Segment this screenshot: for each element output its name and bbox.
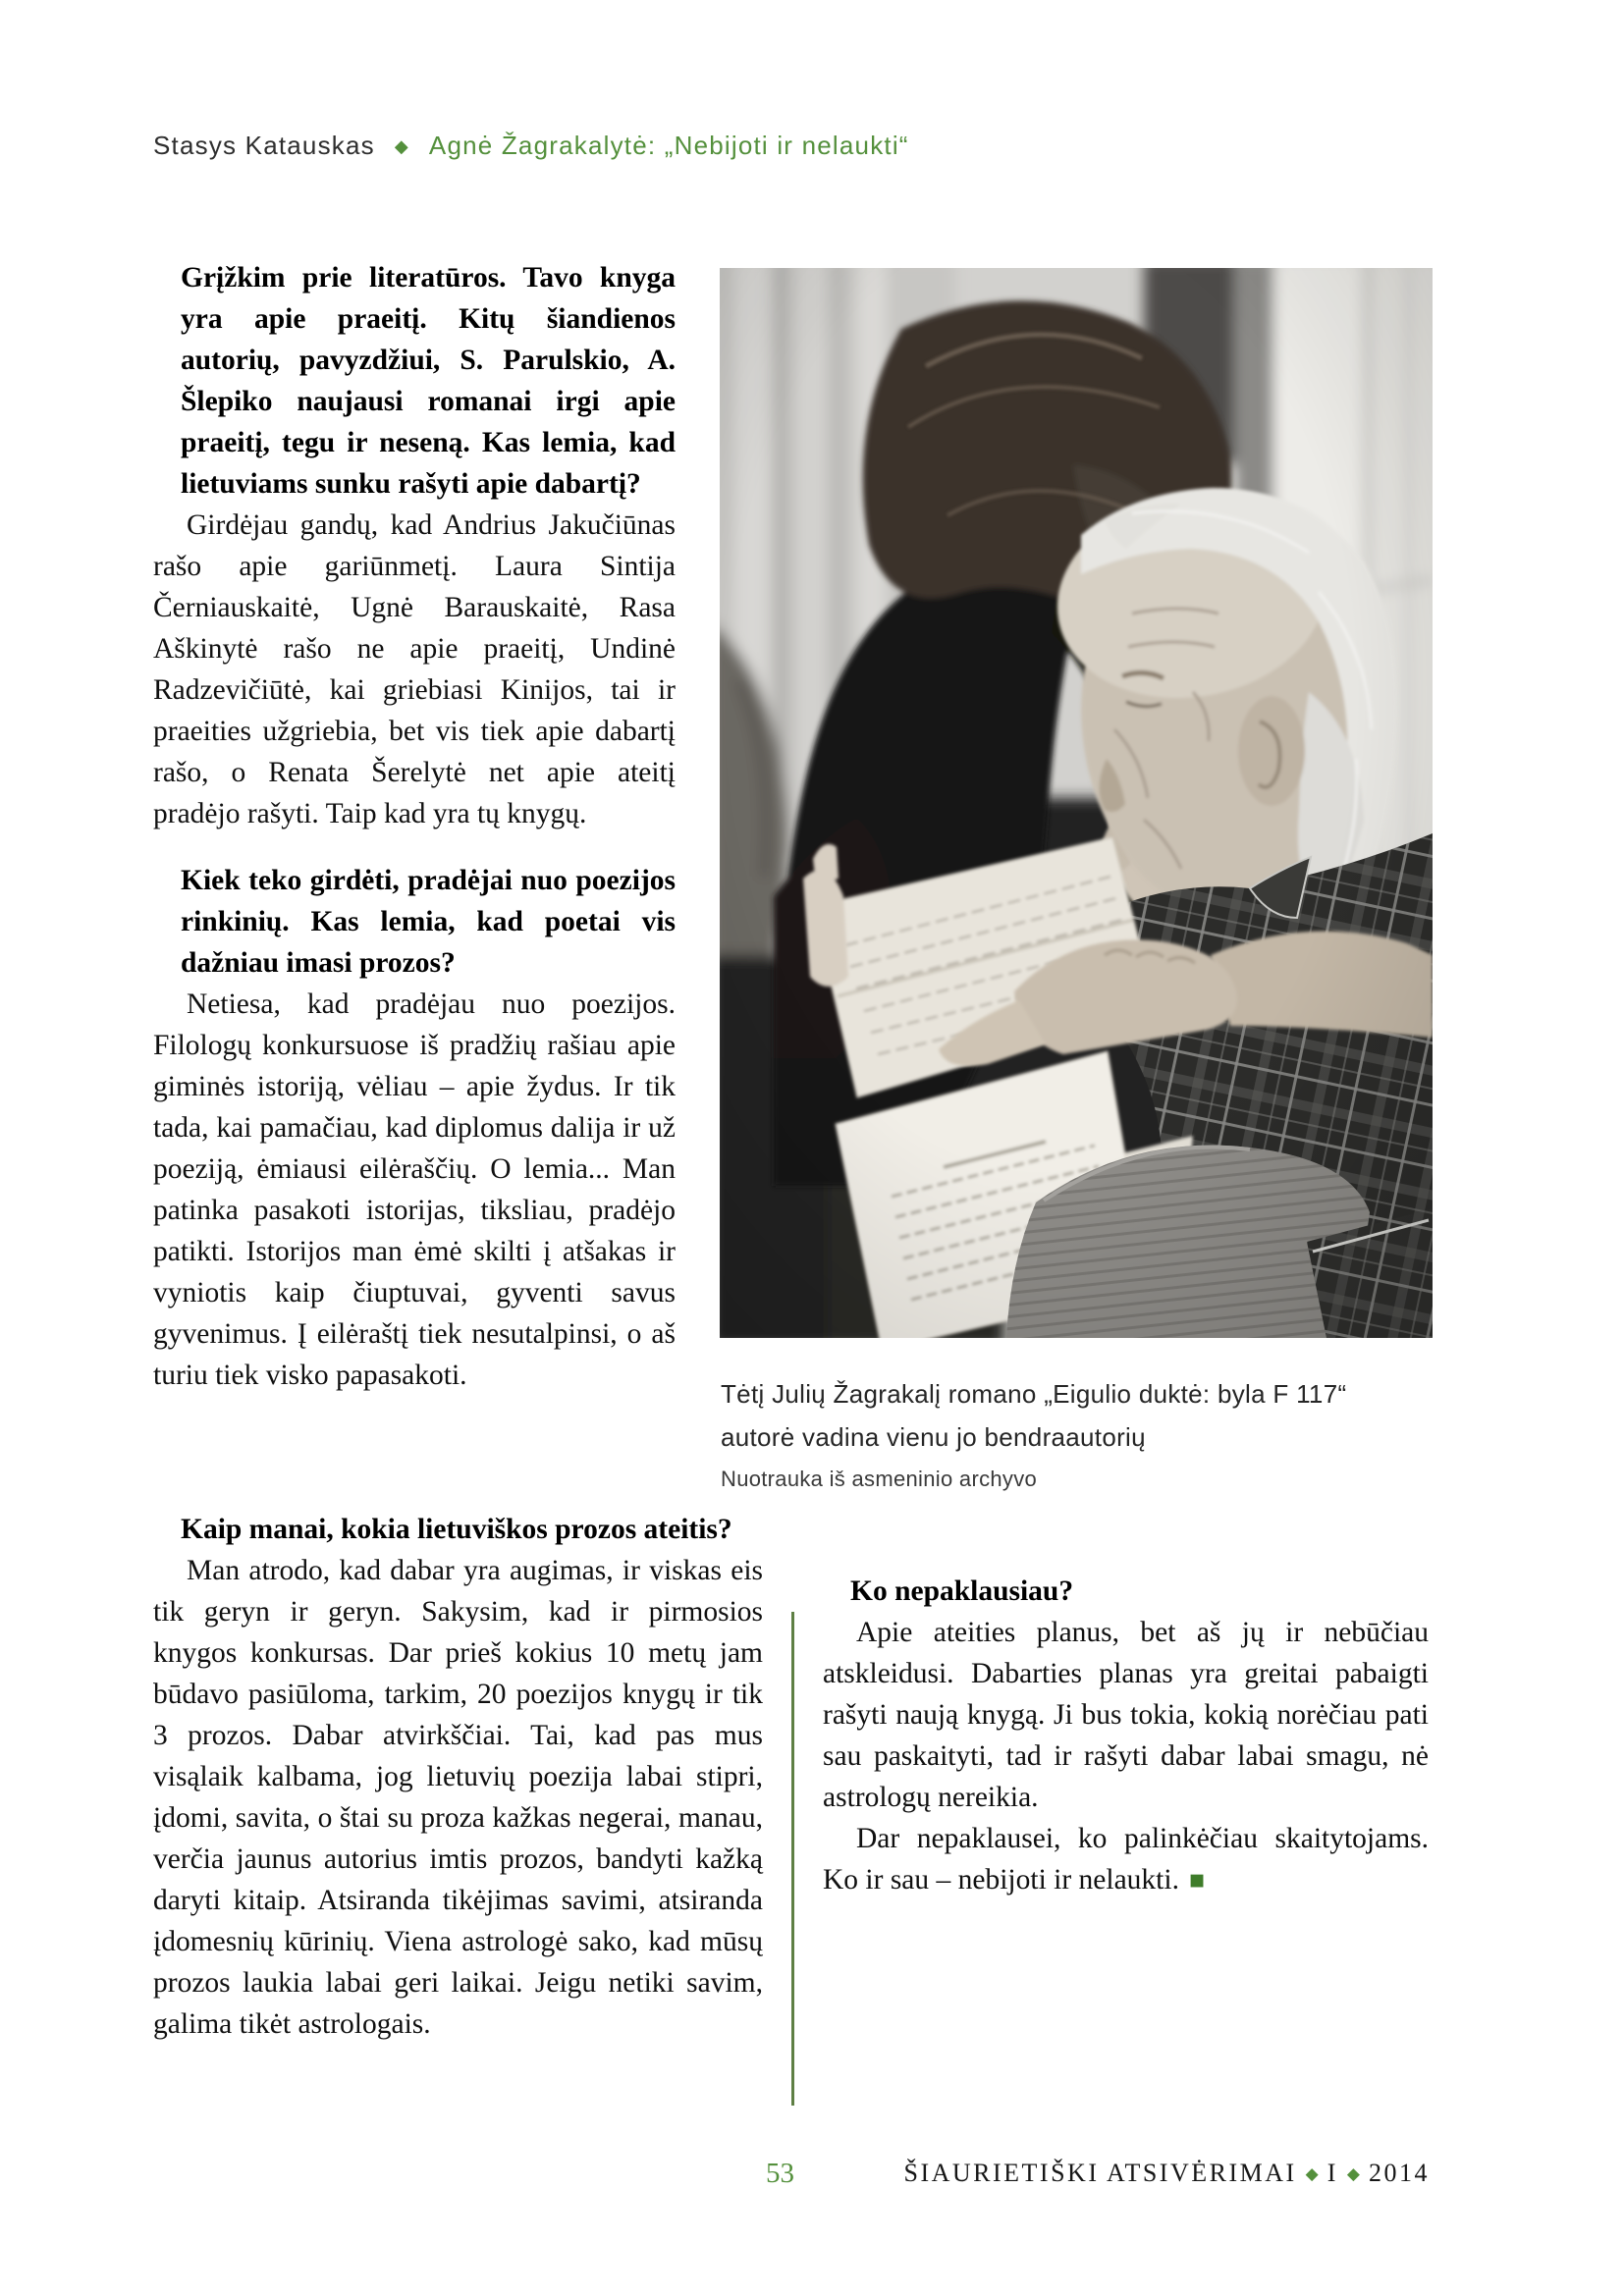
footer-diamond-icon-2: ◆ [1346,2164,1360,2183]
page-number: 53 [766,2158,794,2189]
photo [720,268,1433,1338]
diamond-separator-icon: ◆ [394,135,409,156]
answer-text: Dar nepaklausei, ko palinkėčiau skaitytojams. Ko ir sau – nebijoti ir nelaukti. [823,1823,1429,1896]
header-author: Stasys Katauskas [153,131,375,160]
column-divider-rule [791,1612,794,2106]
interview-question-1: Grįžkim prie literatūros. Tavo knyga yra apie praeitį. Kitų šiandienos autorių, pavyzdžiui, S. Parulskio, A. Šlepiko naujausi romanai irgi apie praeitį, tegu ir neseną. Kas lemia, kad lietuviams sunku rašyti apie dabartį? [181,262,676,500]
interview-answer-3: Man atrodo, kad dabar yra augimas, ir viskas eis tik geryn ir geryn. Sakysim, kad ir pirmosios knygos konkursas. Dar prieš kokius 10 metų jam būdavo pasiūloma, tarkim, 20 poezijos knygų ir tik 3 prozos. Dabar atvirkščiai. Tai, kad pas mus visąlaik kalbama, jog lietuvių poezija labai stipri, įdomi, savita, o štai su proza kažkas negerai, manau, verčia jaunus autorius imtis prozos, bandyti kažką daryti kitaip. Atsiranda tikėjimas savimi, atsiranda įdomesnių kūrinių. Viena astrologė sako, kad mūsų prozos laukia labai geri laikai. Jeigu netiki savim, galima tikėt astrologais. [153,1555,763,2040]
journal-footer [904,2159,1431,2188]
column-bottom-right [823,1571,1429,1900]
interview-question-2: Kiek teko girdėti, pradėjai nuo poezijos rinkinių. Kas lemia, kad poetai vis dažniau imasi prozos? [181,865,676,979]
column-top-left [153,257,676,1396]
page-header [153,131,909,161]
interview-answer-4b [823,1818,1429,1900]
interview-answer-1: Girdėjau gandų, kad Andrius Jakučiūnas rašo apie gariūnmetį. Laura Sintija Černiauskaitė, Ugnė Barauskaitė, Rasa Aškinytė rašo ne apie praeitį, Undinė Radzevičiūtė, kai griebiasi Kinijos, tai ir praeities užgriebia, bet vis tiek apie dabartį rašo, o Renata Šerelytė net apie ateitį pradėjo rašyti. Taip kad yra tų knygų. [153,509,676,829]
interview-question-4: Ko nepaklausiau? [850,1575,1074,1607]
footer-diamond-icon-1: ◆ [1305,2164,1319,2183]
article-title: Agnė Žagrakalytė: „Nebijoti ir nelaukti“ [428,131,909,160]
photo-illustration [720,268,1433,1338]
journal-year: 2014 [1369,2159,1430,2187]
journal-title: ŠIAURIETIŠKI ATSIVĖRIMAI [903,2159,1297,2187]
journal-issue: I [1326,2159,1338,2187]
interview-answer-4a: Apie ateities planus, bet aš jų ir nebūčiau atskleidusi. Dabarties planas yra greitai pabaigti rašyti naują knygą. Ji bus tokia, kokią norėčiau pati sau paskaityti, tad ir rašyti dabar labai smagu, nė astrologų nereikia. [823,1617,1429,1813]
caption-line-2: autorė vadina vienu jo bendraautorių [721,1422,1146,1452]
column-bottom-left [153,1509,763,2045]
photo-caption [721,1372,1457,1495]
photo-credit: Nuotrauka iš asmeninio archyvo [721,1467,1038,1491]
interview-question-3: Kaip manai, kokia lietuviškos prozos ateitis? [181,1514,732,1545]
interview-answer-2: Netiesa, kad pradėjau nuo poezijos. Filologų konkursuose iš pradžių rašiau apie giminės istoriją, vėliau – apie žydus. Ir tik tada, kai pamačiau, kad diplomus dalija ir už poeziją, ėmiausi eilėraščių. O lemia... Man patinka pasakoti istorijas, tiksliau, pradėjo patikti. Istorijos man ėmė skilti į atšakas ir vyniotis kaip čiuptuvai, gyventi savus gyvenimus. Į eilėraštį tiek nesutalpinsi, o aš turiu tiek visko papasakoti. [153,988,676,1391]
article-end-mark: ■ [1188,1865,1205,1895]
caption-line-1: Tėtį Julių Žagrakalį romano „Eigulio duktė: byla F 117“ [721,1379,1347,1409]
